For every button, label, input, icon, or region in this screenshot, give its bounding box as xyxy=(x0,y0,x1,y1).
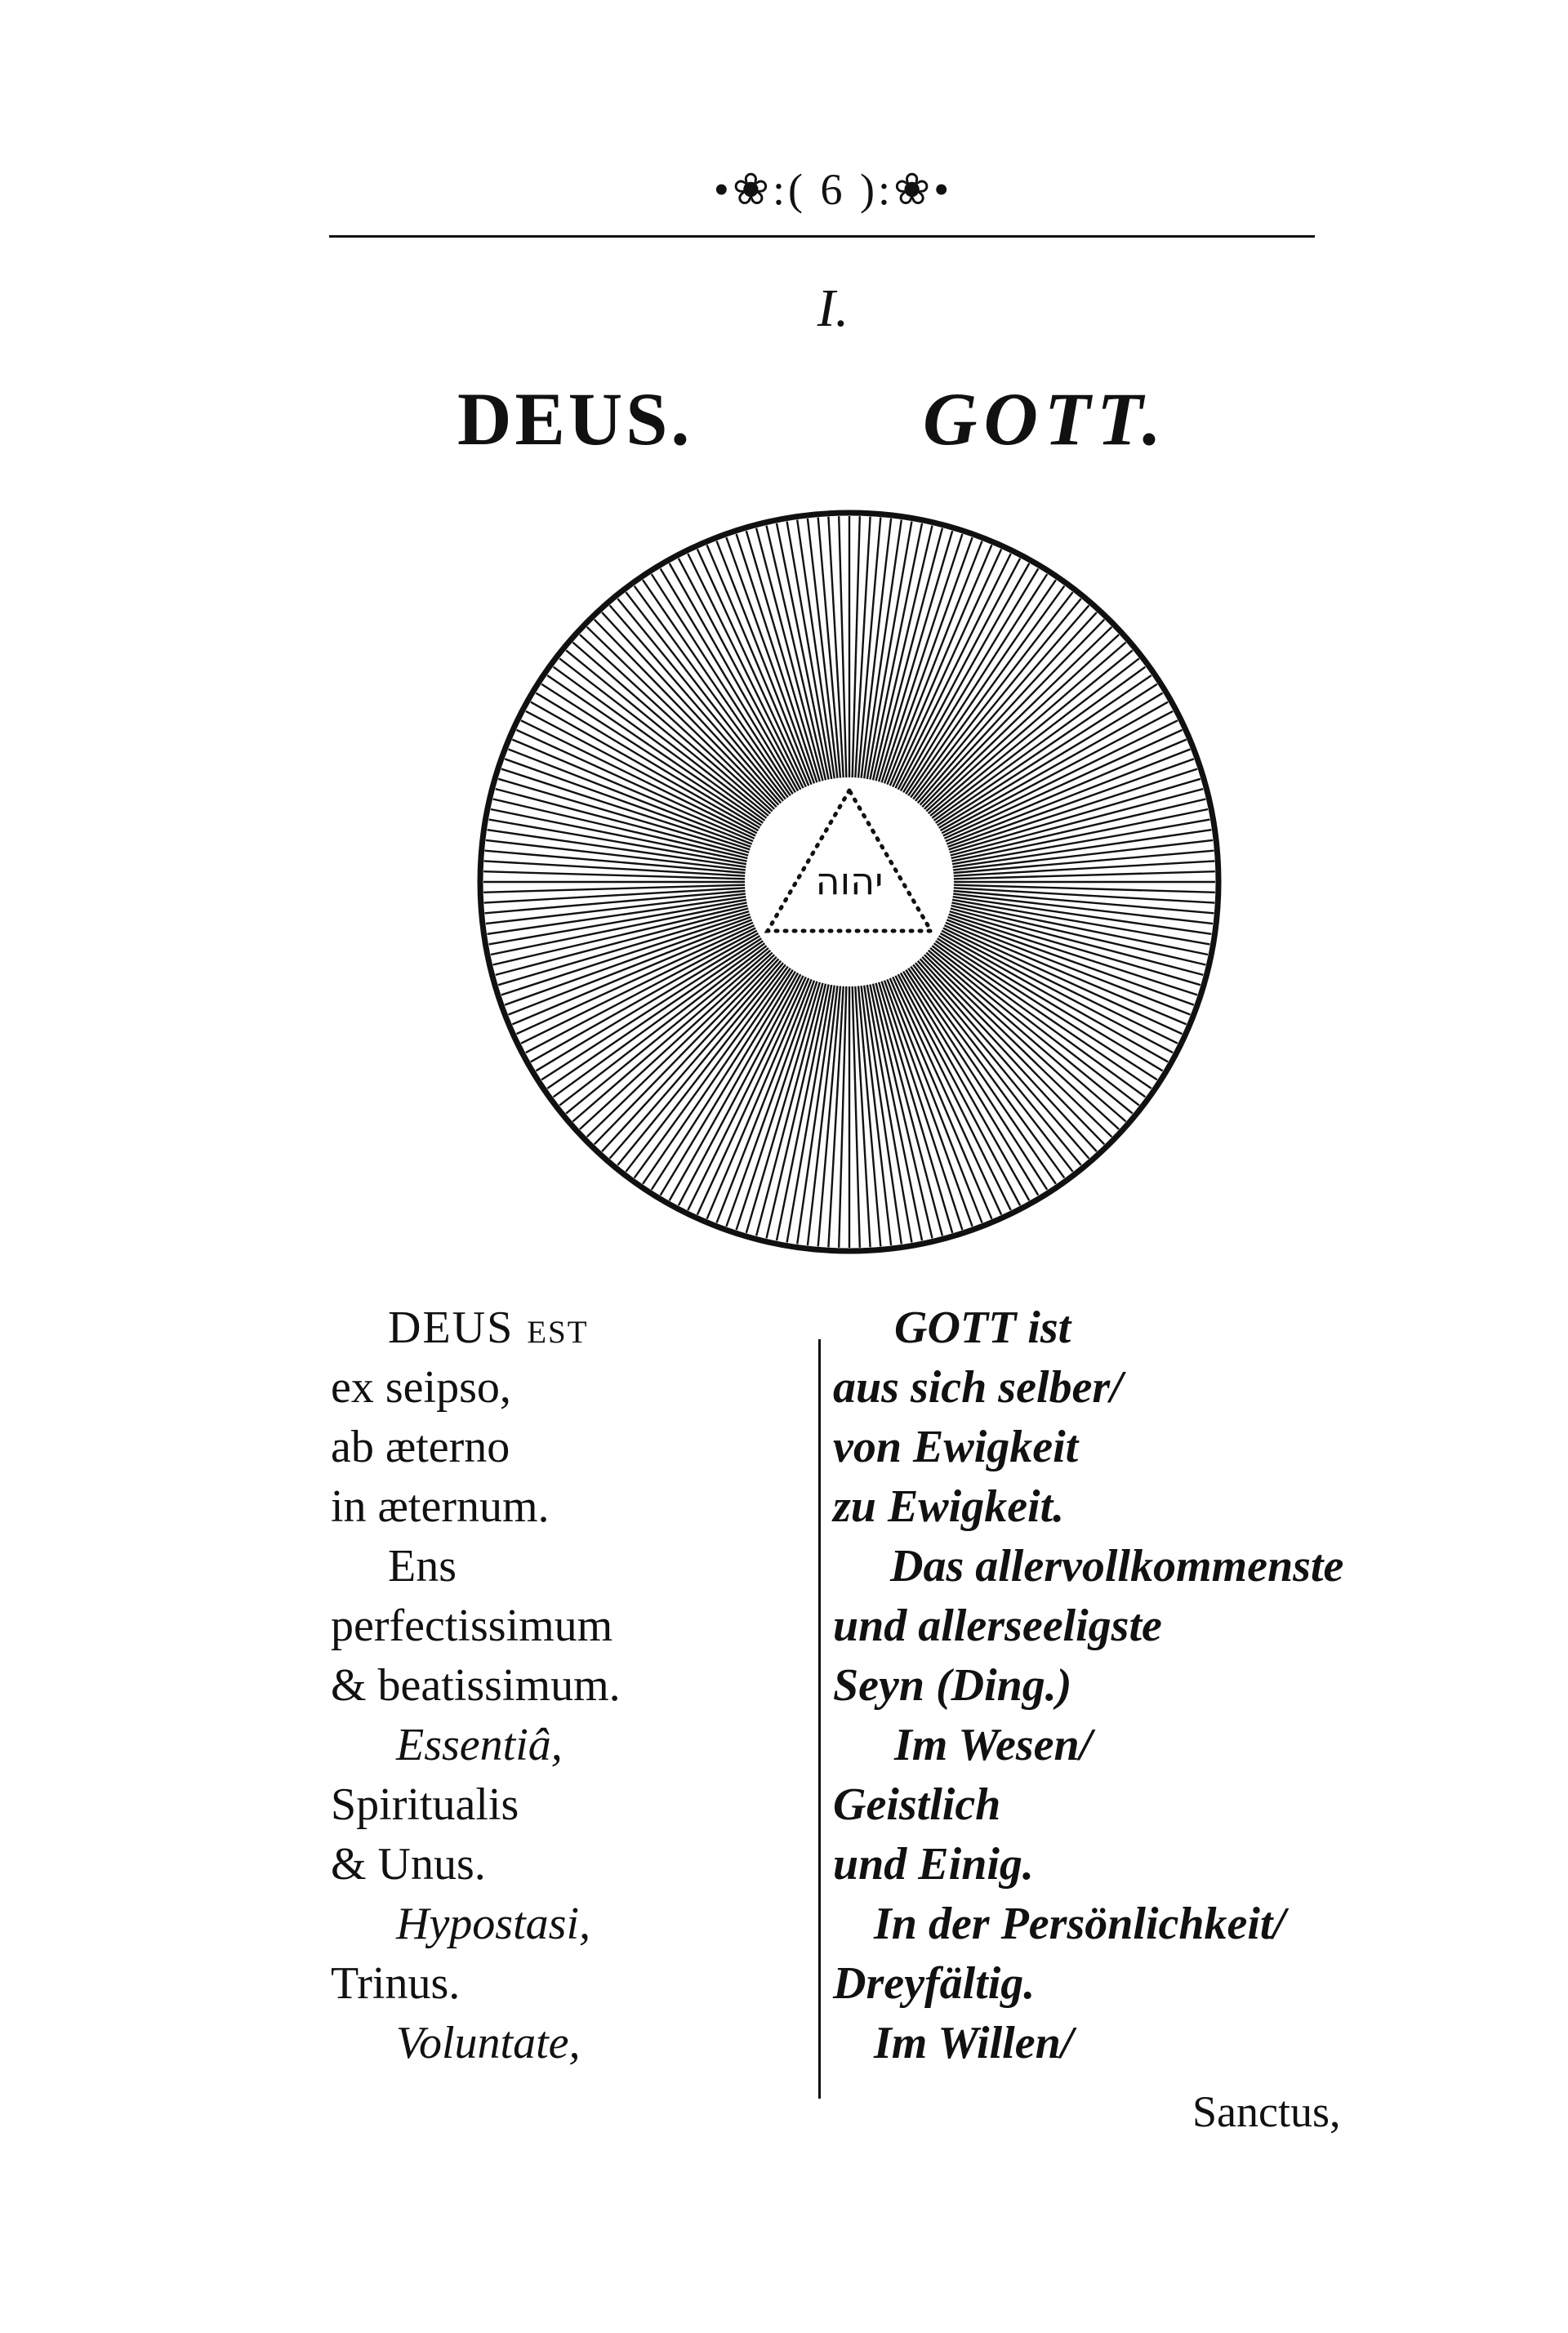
latin-line: DEUS est xyxy=(388,1302,589,1353)
german-line: GOTT ist xyxy=(894,1302,1071,1353)
catchword: Sanctus, xyxy=(1192,2087,1341,2136)
sun-ray xyxy=(954,861,1215,875)
sun-ray xyxy=(746,531,820,781)
header-rule xyxy=(329,235,1315,238)
sun-ray xyxy=(932,946,1138,1105)
latin-line: ab æterno xyxy=(331,1422,510,1472)
german-line: von Ewigkeit xyxy=(833,1422,1079,1472)
german-line: Geistlich xyxy=(833,1779,1001,1830)
latin-line: Voluntate, xyxy=(396,2018,581,2068)
german-line: Im Wesen/ xyxy=(894,1720,1093,1770)
sun-ray xyxy=(954,885,1215,893)
sun-ray xyxy=(839,516,846,777)
german-line: aus sich selber/ xyxy=(833,1362,1123,1413)
sun-ray xyxy=(484,888,746,902)
sun-ray xyxy=(746,982,820,1233)
sun-ray xyxy=(855,986,870,1248)
german-line: und allerseeligste xyxy=(833,1601,1162,1651)
german-line: zu Ewigkeit. xyxy=(833,1481,1065,1532)
latin-line: & beatissimum. xyxy=(331,1660,621,1711)
sun-ray xyxy=(879,531,952,781)
german-line: Im Willen/ xyxy=(874,2018,1074,2068)
sun-ray xyxy=(483,885,745,893)
sun-ray xyxy=(855,517,870,778)
sun-ray xyxy=(483,871,745,879)
latin-line: Trinus. xyxy=(331,1958,461,2009)
sun-ray xyxy=(913,592,1072,799)
sun-ray xyxy=(853,516,860,777)
latin-line: Ens xyxy=(388,1541,457,1592)
sun-ray xyxy=(559,946,766,1105)
latin-line: Essentiâ, xyxy=(396,1720,563,1770)
sun-ray xyxy=(828,986,843,1248)
german-line: In der Persönlichkeit/ xyxy=(874,1899,1286,1949)
divine-name-glyph: יהוה xyxy=(815,859,884,903)
sun-ray xyxy=(932,658,1138,817)
page-header: •❀:( 6 ):❀• xyxy=(713,165,953,214)
latin-line: Spiritualis xyxy=(331,1779,519,1830)
sun-ray xyxy=(498,779,749,853)
latin-line: ex seipso, xyxy=(331,1362,511,1413)
german-line: Das allervollkommenste xyxy=(890,1541,1344,1592)
german-line: Seyn (Ding.) xyxy=(833,1660,1072,1711)
german-column xyxy=(833,1298,1388,2073)
sun-ray xyxy=(913,964,1072,1171)
latin-line: perfectissimum xyxy=(331,1601,613,1651)
section-numeral: I. xyxy=(817,278,849,338)
sun-ray xyxy=(954,871,1215,879)
sun-ray xyxy=(879,982,952,1233)
german-line: Dreyfältig. xyxy=(833,1958,1036,2009)
title-german: GOTT. xyxy=(923,377,1168,461)
sun-ray xyxy=(484,861,746,875)
sun-ray xyxy=(950,911,1200,985)
sun-ray xyxy=(839,986,846,1248)
sun-ray xyxy=(828,517,843,778)
sun-ray xyxy=(853,986,860,1248)
sun-ray xyxy=(626,964,785,1171)
sun-ray xyxy=(950,779,1200,853)
column-divider xyxy=(818,1339,821,2099)
sun-ray xyxy=(626,592,785,799)
latin-column xyxy=(331,1298,813,2073)
sun-ray xyxy=(954,888,1215,902)
latin-line: & Unus. xyxy=(331,1839,486,1890)
radiant-circle-emblem xyxy=(466,498,1233,1266)
latin-line: in æternum. xyxy=(331,1481,550,1532)
german-line: und Einig. xyxy=(833,1839,1034,1890)
sun-ray xyxy=(559,658,766,817)
title-latin: DEUS. xyxy=(457,377,693,461)
latin-line: Hypostasi, xyxy=(396,1899,590,1949)
sun-ray xyxy=(498,911,749,985)
